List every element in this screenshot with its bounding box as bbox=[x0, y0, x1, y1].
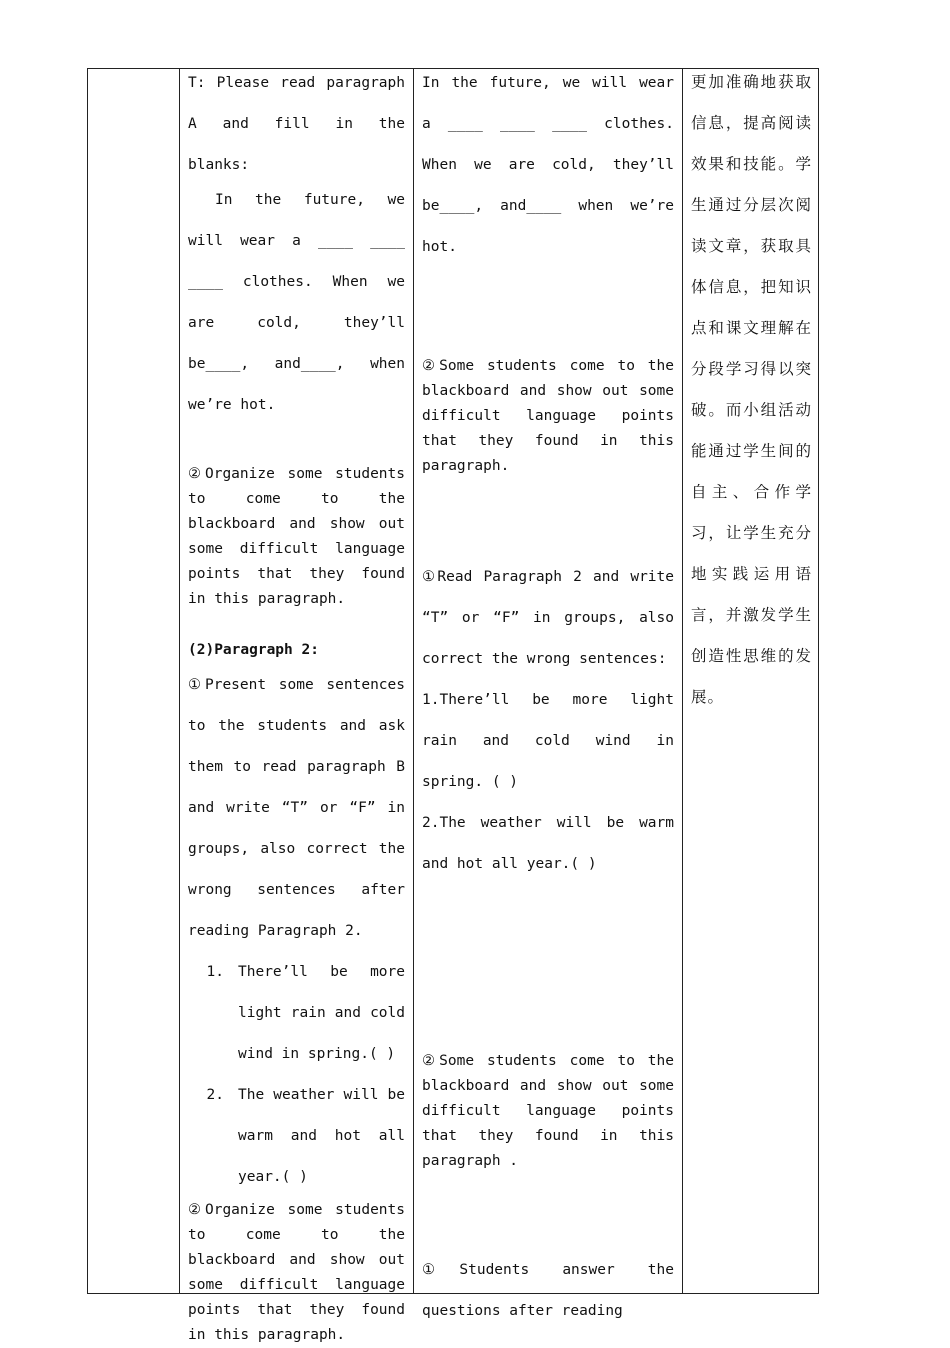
student-p1-blackboard: ②Some students come to the blackboard and show out some difficult language points that they found in this paragraph. bbox=[422, 358, 674, 474]
teacher-p2-heading: (2)Paragraph 2: bbox=[188, 642, 319, 658]
list-text: The weather will be warm and hot all year.( ) bbox=[238, 1087, 405, 1185]
teacher-activity-cell bbox=[180, 69, 414, 1343]
teacher-p1-blanks: In the future, we will wear a ____ ____ ____ clothes. When we are cold, they’ll be____, and____, when we’re hot. bbox=[188, 192, 405, 413]
student-p2-item1: 1.There’ll be more light rain and cold wind in spring. ( ) bbox=[422, 692, 674, 790]
lesson-plan-table bbox=[87, 68, 819, 1343]
student-p2-blackboard: ②Some students come to the blackboard and show out some difficult language points that they found in this paragraph . bbox=[422, 1053, 674, 1169]
design-purpose-text: 更加准确地获取信息，提高阅读效果和技能。学生通过分层次阅读文章，获取具体信息，把知识点和课文理解在分段学习得以突破。而小组活动能通过学生间的自主、合作学习，让学生充分地实践运用语言，并激发学生创造性思维的发展。 bbox=[691, 73, 812, 706]
student-p3-answer: ①Students answer the questions after reading bbox=[422, 1262, 674, 1319]
list-number: 2. bbox=[206, 1087, 224, 1103]
student-p1-blanks: In the future, we will wear a ____ ____ ____ clothes. When we are cold, they’ll be____, and____ when we’re hot. bbox=[422, 75, 674, 255]
list-number: 1. bbox=[206, 964, 224, 980]
design-purpose-cell bbox=[683, 69, 819, 1294]
list-item bbox=[188, 952, 405, 1075]
table-row bbox=[88, 69, 819, 1294]
teacher-p2-organize: ②Organize some students to come to the blackboard and show out some difficult language points that they found in this paragraph. bbox=[188, 1202, 405, 1343]
list-item bbox=[188, 1075, 405, 1198]
list-text: There’ll be more light rain and cold wind in spring.( ) bbox=[238, 964, 405, 1062]
teacher-p1-instruction: T: Please read paragraph A and fill in the blanks: bbox=[188, 75, 405, 173]
student-p2-item2: 2.The weather will be warm and hot all year.( ) bbox=[422, 815, 674, 872]
step-column-cell bbox=[88, 69, 180, 1294]
teacher-p1-organize: ②Organize some students to come to the blackboard and show out some difficult language points that they found in this paragraph. bbox=[188, 466, 405, 607]
teacher-p2-present: ①Present some sentences to the students and ask them to read paragraph B and write “T” or “F” in groups, also correct the wrong sentences after reading Paragraph 2. bbox=[188, 677, 405, 939]
student-p2-read: ①Read Paragraph 2 and write “T” or “F” in groups, also correct the wrong sentences: bbox=[422, 569, 674, 667]
student-activity-cell bbox=[414, 69, 683, 1319]
